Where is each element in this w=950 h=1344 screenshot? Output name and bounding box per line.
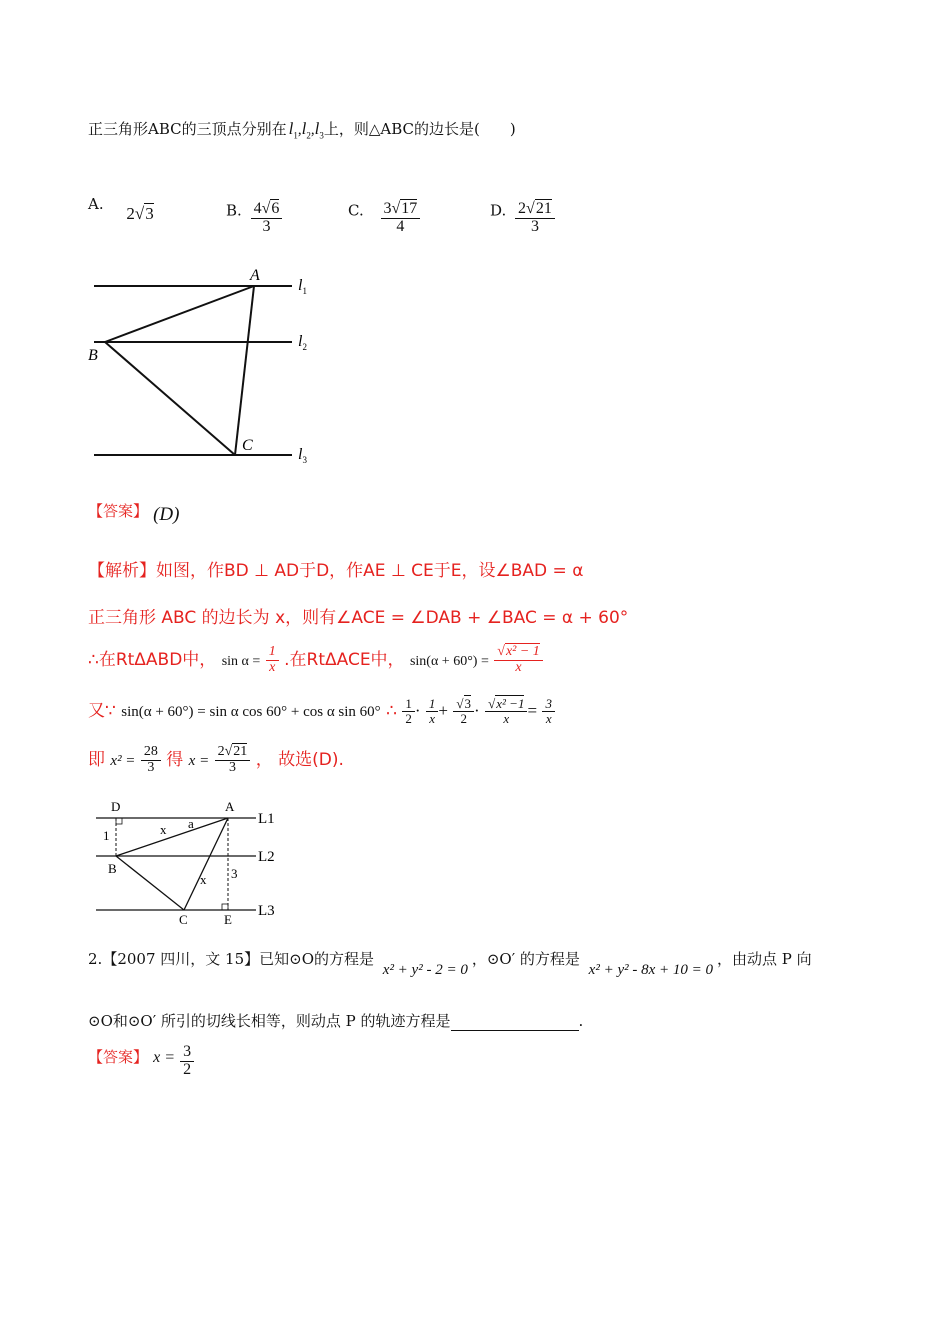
fig2-ab [116,818,228,856]
fig2-label-l2: L2 [258,849,275,865]
fig1-label-a: A [250,267,260,284]
answer-blank[interactable] [451,1016,579,1031]
option-c: C. $\frac{3√17}{4}$ [348,194,420,229]
fig1-label-l2: $l_2$ [298,333,307,352]
stem-text-b: 上，则△ABC的边长是( ) [323,120,516,138]
fig1-label-b: B [88,347,98,364]
problem2-line-1: 2.【2007 四川，文 15】已知⊙O的方程是 x² + y² - 2 = 0，⊙O′ 的方程是 x² + y² - 8x + 10 = 0，由动点 P 向 [88,950,812,978]
figure-2-construction [88,796,288,928]
fig2-label-alpha: a [188,816,194,831]
fig1-label-l1: $l_1$ [298,277,307,296]
answer-2-value: $\frac{3}{2}$ [180,1044,194,1079]
option-a: A. 2√3 [88,195,154,223]
analysis-line-1: 【解析】如图，作BD ⊥ AD于D，作AE ⊥ CE于E，设∠BAD = α [88,561,584,581]
fig2-bc [116,856,184,910]
problem2-eq1: x² + y² - 2 = 0 [382,962,468,978]
line-l1: $l_1$ [288,119,298,141]
fig1-side-ab [105,286,254,342]
fig2-label-l3: L3 [258,903,275,919]
fig2-label-3: 3 [231,866,238,881]
problem2-line-2: ⊙O和⊙O′ 所引的切线长相等，则动点 P 的轨迹方程是 . [88,1012,584,1030]
analysis-line-5: 即 x² = $\frac{28}{3}$ 得 x = $\frac{2√21}{3}$ ， 故选(D). [88,744,344,775]
analysis-line-2: 正三角形 ABC 的边长为 x，则有∠ACE = ∠DAB + ∠BAC = α + 60° [88,608,629,628]
answer-tag: 【答案】 [88,502,149,520]
problem1-stem: 正三角形ABC的三顶点分别在 $l_1,l_2,l_3$上，则△ABC的边长是( ) [88,119,516,141]
fig1-label-l3: $l_3$ [298,446,307,465]
option-d: D. $\frac{2√21}{3}$ [490,194,555,229]
analysis-line-3: ∴在RtΔABD中， sin α = $\frac{1}{x}$ .在RtΔACE中， sin(α + 60°) = $\frac{\text{√x² − 1}}{x}$ [88,645,543,675]
fig2-label-b: B [108,861,117,876]
fig2-label-l1: L1 [258,811,275,827]
stem-text-a: 正三角形ABC的三顶点分别在 [88,120,287,138]
answer-2: 【答案】 x = $\frac{3}{2}$ [88,1044,194,1079]
fig2-label-d: D [111,799,121,814]
fig2-label-x1: x [160,822,167,837]
fig2-label-1: 1 [103,828,110,843]
answer-2-tag: 【答案】 [88,1047,149,1066]
line-l2: $l_2$ [301,119,311,141]
fig1-label-c: C [242,437,253,454]
problem2-eq2: x² + y² - 8x + 10 = 0 [588,962,714,978]
line-l3: $l_3$ [314,119,324,141]
fig2-label-c: C [179,912,188,927]
option-b: B. $\frac{4√6}{3}$ [226,194,282,229]
fig2-right-angle-e [222,904,228,910]
analysis-line-4: 又∵ sin(α + 60°) = sin α cos 60° + cos α sin 60° ∴ $\frac{1}{2}$ · $\frac{1}{x}$ + $\frac{√3}{2}$ · $\frac{\text{√x² −1}}{x}$ = $\frac{3}{x}$ [88,696,555,725]
answer-1 [88,500,180,525]
fig2-label-e: E [224,912,232,927]
fig2-ac [184,818,228,910]
fig2-label-a: A [225,799,235,814]
figure-1-triangle [80,262,330,477]
answer-value: (D) [153,504,180,525]
problem2-source: 【2007 四川，文 15】 [102,950,260,968]
fig1-side-ac [235,286,254,455]
fig2-label-x2: x [200,872,207,887]
fig2-right-angle-d [116,818,122,824]
fig1-side-bc [105,342,235,455]
